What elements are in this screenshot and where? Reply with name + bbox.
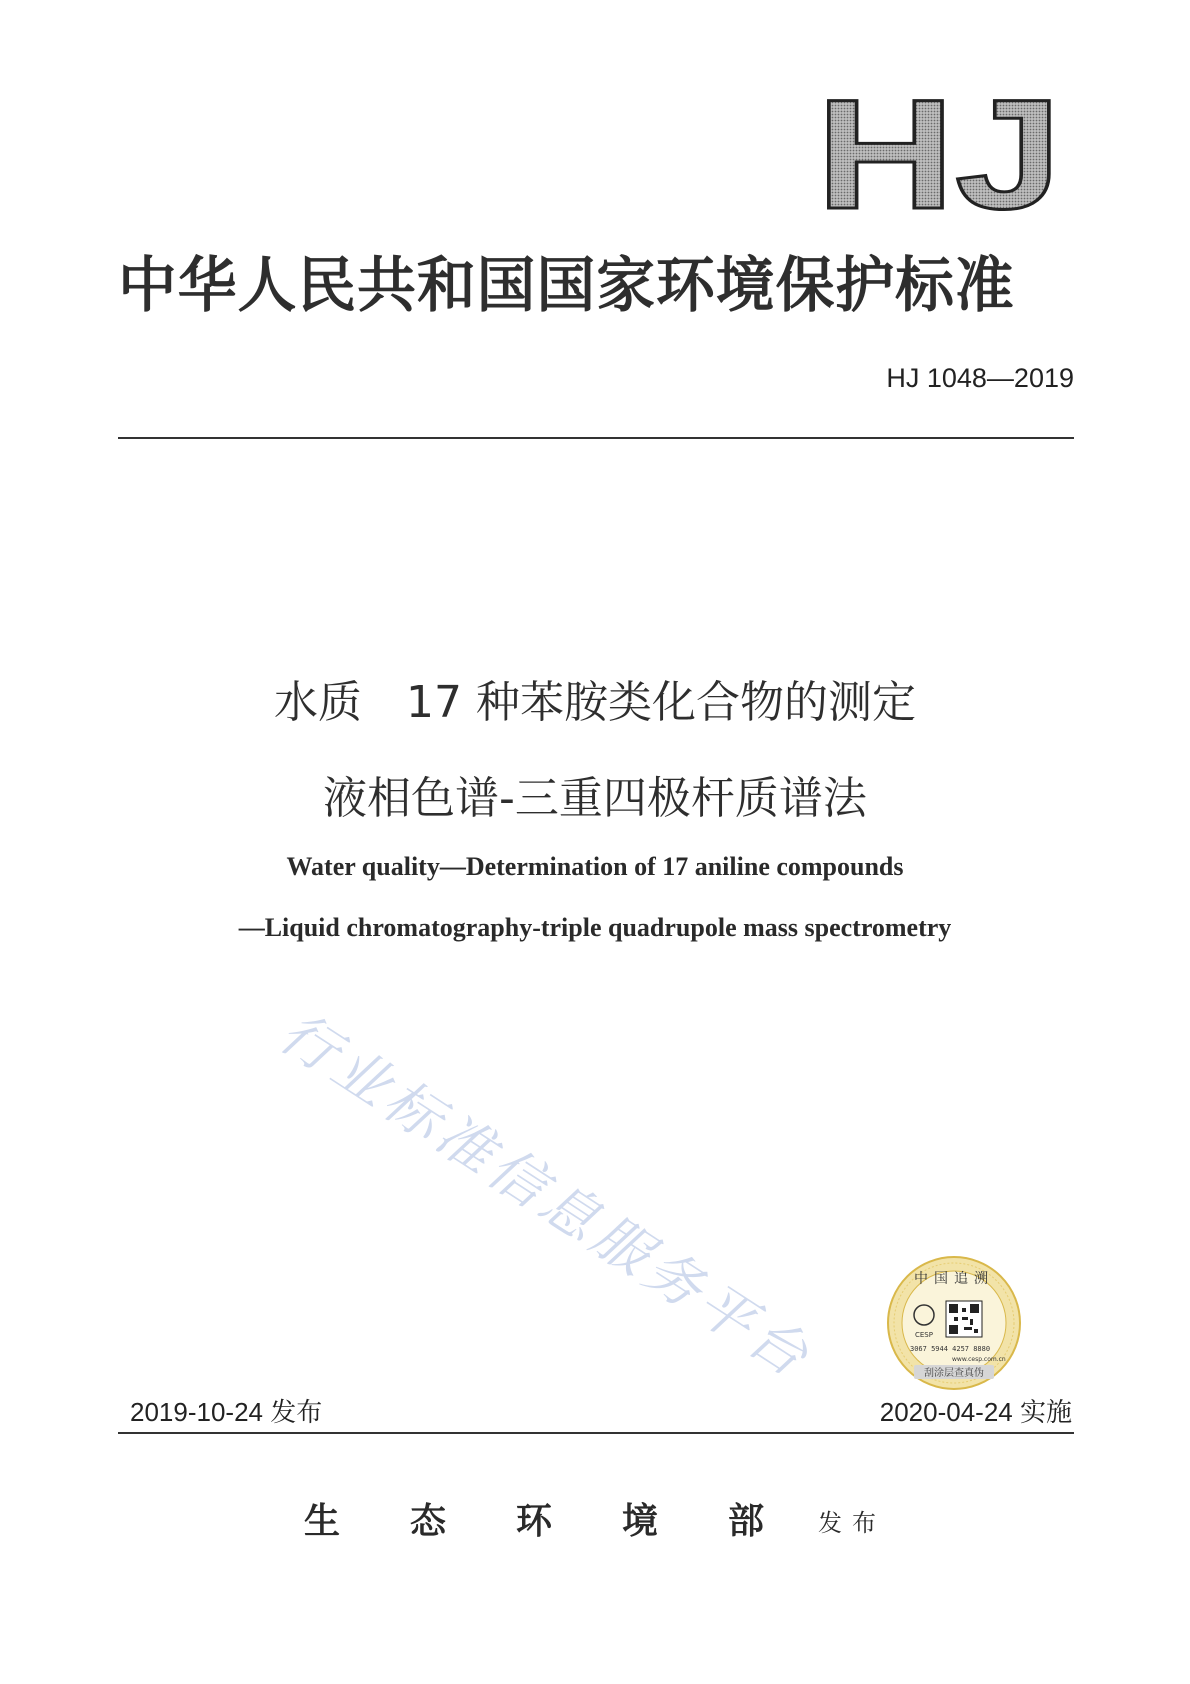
english-title-line1: Water quality—Determination of 17 aniline compounds xyxy=(286,852,904,881)
seal-bottom-text: 刮涂层查真伪 xyxy=(924,1368,984,1379)
chinese-title-main: 17 种苯胺类化合物的测定 xyxy=(406,677,916,728)
publisher-suffix: 发布 xyxy=(818,1509,886,1537)
standard-number: HJ 1048—2019 xyxy=(886,363,1074,393)
header-divider xyxy=(118,437,1074,439)
qr-code-icon xyxy=(946,1301,982,1337)
publisher-name: 生态环境部 xyxy=(304,1500,835,1542)
implementation-date: 2020-04-24 实施 xyxy=(879,1397,1072,1427)
chinese-title-line1 xyxy=(0,666,1190,730)
footer-divider xyxy=(118,1432,1074,1434)
hj-logo xyxy=(816,86,1066,216)
seal-brand: CESP xyxy=(915,1331,933,1339)
seal-top-text: 中国追溯 xyxy=(914,1271,994,1287)
issue-date: 2019-10-24 发布 xyxy=(130,1397,323,1427)
chinese-title-line2: 液相色谱-三重四极杆质谱法 xyxy=(323,773,867,824)
chinese-title-prefix: 水质 xyxy=(274,677,362,728)
anti-counterfeit-seal xyxy=(884,1253,1024,1393)
seal-code: 3067 5944 4257 8880 xyxy=(910,1345,991,1353)
national-standard-title: 中华人民共和国国家环境保护标准 xyxy=(118,251,1015,321)
seal-url: www.cesp.com.cn xyxy=(952,1356,1006,1363)
hj-logo-text: HJ xyxy=(816,86,1062,216)
english-title-line2: —Liquid chromatography-triple quadrupole mass spectrometry xyxy=(238,913,952,942)
watermark: 行业标准信息服务平台 xyxy=(268,1000,824,1393)
